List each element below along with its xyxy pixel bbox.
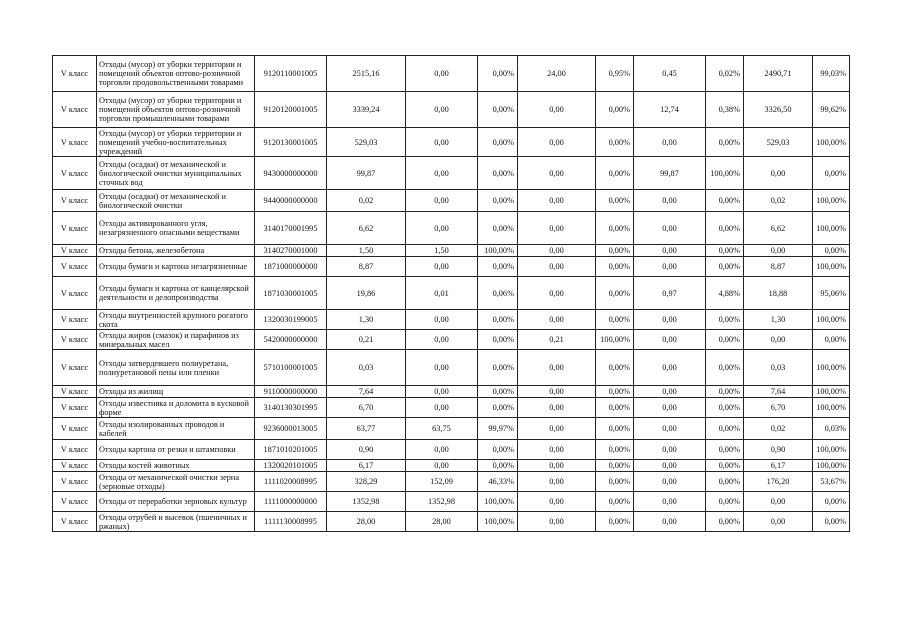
buried-amount-cell: 6,17 (744, 460, 813, 472)
neutralized-percent-cell: 0,00% (596, 128, 634, 157)
buried-amount-cell: 6,70 (744, 398, 813, 418)
waste-name-cell: Отходы от механической очистки зерна (зерновые отходы) (97, 472, 255, 492)
buried-amount-cell: 0,03 (744, 350, 813, 386)
buried-percent-cell: 100,00% (813, 257, 850, 277)
class-cell: V класс (53, 440, 97, 460)
waste-name-cell: Отходы бетона, железобетона (97, 245, 255, 257)
total-amount-cell: 1,50 (327, 245, 406, 257)
stored-amount-cell: 0,00 (634, 190, 706, 212)
class-cell: V класс (53, 398, 97, 418)
neutralized-percent-cell: 0,00% (596, 398, 634, 418)
neutralized-percent-cell: 0,00% (596, 350, 634, 386)
stored-amount-cell: 0,00 (634, 512, 706, 532)
table-row (53, 257, 850, 277)
total-amount-cell: 328,29 (327, 472, 406, 492)
neutralized-percent-cell: 0,00% (596, 460, 634, 472)
used-amount-cell: 0,00 (406, 212, 478, 245)
waste-name-cell: Отходы затвердевшего полиуретана, полиуретановой пены или пленки (97, 350, 255, 386)
used-percent-cell: 0,00% (478, 398, 518, 418)
table-body (53, 56, 850, 532)
buried-percent-cell: 53,67% (813, 472, 850, 492)
used-amount-cell: 28,00 (406, 512, 478, 532)
stored-amount-cell: 0,45 (634, 56, 706, 92)
waste-name-cell: Отходы (мусор) от уборки территории и помещений объектов оптово-розничной торговли продовольственными товарами (97, 56, 255, 92)
waste-name-cell: Отходы жиров (смазок) и парафинов из минеральных масел (97, 330, 255, 350)
buried-percent-cell: 100,00% (813, 398, 850, 418)
fkko-code-cell: 1871000000000 (255, 257, 327, 277)
buried-percent-cell: 0,00% (813, 157, 850, 190)
neutralized-percent-cell: 0,00% (596, 472, 634, 492)
buried-amount-cell: 8,87 (744, 257, 813, 277)
buried-percent-cell: 0,00% (813, 330, 850, 350)
buried-percent-cell: 99,03% (813, 56, 850, 92)
total-amount-cell: 7,64 (327, 386, 406, 398)
neutralized-amount-cell: 0,00 (518, 440, 596, 460)
stored-percent-cell: 0,00% (706, 472, 744, 492)
total-amount-cell: 0,03 (327, 350, 406, 386)
stored-amount-cell: 99,87 (634, 157, 706, 190)
used-percent-cell: 0,00% (478, 310, 518, 330)
waste-table (52, 55, 850, 532)
buried-amount-cell: 176,20 (744, 472, 813, 492)
class-cell: V класс (53, 418, 97, 440)
used-percent-cell: 0,00% (478, 157, 518, 190)
fkko-code-cell: 1320020101005 (255, 460, 327, 472)
stored-percent-cell: 100,00% (706, 157, 744, 190)
buried-percent-cell: 95,06% (813, 277, 850, 310)
stored-percent-cell: 0,00% (706, 245, 744, 257)
used-amount-cell: 0,01 (406, 277, 478, 310)
neutralized-percent-cell: 0,95% (596, 56, 634, 92)
waste-name-cell: Отходы (мусор) от уборки территории и помещений учебно-воспитательных учреждений (97, 128, 255, 157)
stored-percent-cell: 0,00% (706, 460, 744, 472)
waste-name-cell: Отходы активированного угля, незагрязненного опасными веществами (97, 212, 255, 245)
neutralized-percent-cell: 0,00% (596, 418, 634, 440)
class-cell: V класс (53, 310, 97, 330)
class-cell: V класс (53, 56, 97, 92)
total-amount-cell: 0,21 (327, 330, 406, 350)
used-percent-cell: 0,00% (478, 386, 518, 398)
stored-amount-cell: 0,00 (634, 330, 706, 350)
waste-name-cell: Отходы (осадки) от механической и биологической очистки муниципальных сточных вод (97, 157, 255, 190)
neutralized-amount-cell: 0,00 (518, 386, 596, 398)
waste-name-cell: Отходы изолированных проводов и кабелей (97, 418, 255, 440)
total-amount-cell: 2515,16 (327, 56, 406, 92)
stored-percent-cell: 0,00% (706, 212, 744, 245)
stored-percent-cell: 0,00% (706, 128, 744, 157)
used-percent-cell: 0,00% (478, 212, 518, 245)
neutralized-amount-cell: 0,00 (518, 92, 596, 128)
stored-amount-cell: 0,00 (634, 128, 706, 157)
table-row (53, 460, 850, 472)
buried-amount-cell: 0,02 (744, 190, 813, 212)
used-percent-cell: 0,00% (478, 330, 518, 350)
stored-percent-cell: 0,00% (706, 492, 744, 512)
fkko-code-cell: 1111130008995 (255, 512, 327, 532)
waste-name-cell: Отходы известняка и доломита в кусковой форме (97, 398, 255, 418)
stored-percent-cell: 0,00% (706, 330, 744, 350)
total-amount-cell: 3339,24 (327, 92, 406, 128)
neutralized-amount-cell: 0,00 (518, 418, 596, 440)
table-row (53, 92, 850, 128)
table-row (53, 350, 850, 386)
class-cell: V класс (53, 212, 97, 245)
neutralized-percent-cell: 0,00% (596, 386, 634, 398)
used-percent-cell: 100,00% (478, 512, 518, 532)
table-row (53, 245, 850, 257)
used-amount-cell: 1,50 (406, 245, 478, 257)
fkko-code-cell: 1111000000000 (255, 492, 327, 512)
fkko-code-cell: 5420000000000 (255, 330, 327, 350)
neutralized-percent-cell: 0,00% (596, 512, 634, 532)
fkko-code-cell: 3140130301995 (255, 398, 327, 418)
neutralized-amount-cell: 0,21 (518, 330, 596, 350)
stored-percent-cell: 0,00% (706, 418, 744, 440)
neutralized-percent-cell: 0,00% (596, 92, 634, 128)
used-amount-cell: 0,00 (406, 56, 478, 92)
class-cell: V класс (53, 512, 97, 532)
neutralized-amount-cell: 0,00 (518, 157, 596, 190)
stored-percent-cell: 0,00% (706, 512, 744, 532)
buried-percent-cell: 100,00% (813, 386, 850, 398)
neutralized-amount-cell: 0,00 (518, 190, 596, 212)
neutralized-amount-cell: 0,00 (518, 310, 596, 330)
fkko-code-cell: 1111020008995 (255, 472, 327, 492)
waste-name-cell: Отходы (мусор) от уборки территории и помещений объектов оптово-розничной торговли промышленными товарами (97, 92, 255, 128)
waste-name-cell: Отходы из жилищ (97, 386, 255, 398)
neutralized-percent-cell: 0,00% (596, 492, 634, 512)
neutralized-amount-cell: 24,00 (518, 56, 596, 92)
table-row (53, 277, 850, 310)
waste-name-cell: Отходы внутренностей крупного рогатого скота (97, 310, 255, 330)
stored-percent-cell: 0,00% (706, 350, 744, 386)
buried-percent-cell: 100,00% (813, 460, 850, 472)
used-amount-cell: 0,00 (406, 350, 478, 386)
neutralized-percent-cell: 0,00% (596, 277, 634, 310)
stored-amount-cell: 0,00 (634, 398, 706, 418)
stored-percent-cell: 4,88% (706, 277, 744, 310)
table-row (53, 440, 850, 460)
buried-amount-cell: 0,00 (744, 330, 813, 350)
fkko-code-cell: 9440000000000 (255, 190, 327, 212)
neutralized-amount-cell: 0,00 (518, 257, 596, 277)
table-row (53, 330, 850, 350)
used-percent-cell: 0,00% (478, 460, 518, 472)
used-amount-cell: 0,00 (406, 330, 478, 350)
table-row (53, 212, 850, 245)
used-amount-cell: 1352,98 (406, 492, 478, 512)
table-row (53, 190, 850, 212)
neutralized-percent-cell: 0,00% (596, 190, 634, 212)
neutralized-percent-cell: 0,00% (596, 257, 634, 277)
fkko-code-cell: 3140270001000 (255, 245, 327, 257)
buried-amount-cell: 2490,71 (744, 56, 813, 92)
stored-amount-cell: 0,00 (634, 212, 706, 245)
stored-percent-cell: 0,02% (706, 56, 744, 92)
used-percent-cell: 99,97% (478, 418, 518, 440)
buried-percent-cell: 100,00% (813, 440, 850, 460)
class-cell: V класс (53, 245, 97, 257)
buried-amount-cell: 18,88 (744, 277, 813, 310)
used-percent-cell: 0,00% (478, 190, 518, 212)
stored-amount-cell: 0,00 (634, 245, 706, 257)
neutralized-amount-cell: 0,00 (518, 128, 596, 157)
waste-name-cell: Отходы (осадки) от механической и биологической очистки (97, 190, 255, 212)
table-row (53, 472, 850, 492)
class-cell: V класс (53, 330, 97, 350)
neutralized-amount-cell: 0,00 (518, 398, 596, 418)
stored-amount-cell: 0,00 (634, 492, 706, 512)
neutralized-amount-cell: 0,00 (518, 350, 596, 386)
buried-amount-cell: 1,30 (744, 310, 813, 330)
waste-name-cell: Отходы костей животных (97, 460, 255, 472)
used-amount-cell: 0,00 (406, 128, 478, 157)
used-amount-cell: 0,00 (406, 92, 478, 128)
neutralized-amount-cell: 0,00 (518, 277, 596, 310)
used-amount-cell: 0,00 (406, 398, 478, 418)
used-percent-cell: 0,00% (478, 257, 518, 277)
neutralized-amount-cell: 0,00 (518, 472, 596, 492)
buried-percent-cell: 100,00% (813, 212, 850, 245)
stored-percent-cell: 0,00% (706, 398, 744, 418)
total-amount-cell: 19,86 (327, 277, 406, 310)
table-row (53, 157, 850, 190)
used-percent-cell: 100,00% (478, 245, 518, 257)
used-percent-cell: 0,00% (478, 56, 518, 92)
class-cell: V класс (53, 472, 97, 492)
total-amount-cell: 8,87 (327, 257, 406, 277)
total-amount-cell: 99,87 (327, 157, 406, 190)
fkko-code-cell: 9430000000000 (255, 157, 327, 190)
total-amount-cell: 0,02 (327, 190, 406, 212)
neutralized-amount-cell: 0,00 (518, 460, 596, 472)
buried-percent-cell: 99,62% (813, 92, 850, 128)
buried-amount-cell: 0,90 (744, 440, 813, 460)
total-amount-cell: 6,17 (327, 460, 406, 472)
stored-amount-cell: 0,00 (634, 386, 706, 398)
neutralized-percent-cell: 100,00% (596, 330, 634, 350)
buried-amount-cell: 0,00 (744, 157, 813, 190)
used-percent-cell: 46,33% (478, 472, 518, 492)
neutralized-percent-cell: 0,00% (596, 310, 634, 330)
fkko-code-cell: 9120130001005 (255, 128, 327, 157)
used-amount-cell: 0,00 (406, 460, 478, 472)
stored-amount-cell: 0,00 (634, 440, 706, 460)
stored-percent-cell: 0,38% (706, 92, 744, 128)
stored-amount-cell: 0,00 (634, 460, 706, 472)
stored-amount-cell: 0,00 (634, 418, 706, 440)
buried-percent-cell: 100,00% (813, 350, 850, 386)
total-amount-cell: 6,62 (327, 212, 406, 245)
used-percent-cell: 0,06% (478, 277, 518, 310)
buried-percent-cell: 0,03% (813, 418, 850, 440)
total-amount-cell: 1,30 (327, 310, 406, 330)
waste-name-cell: Отходы картона от резки и штамповки (97, 440, 255, 460)
used-percent-cell: 0,00% (478, 350, 518, 386)
total-amount-cell: 63,77 (327, 418, 406, 440)
used-amount-cell: 0,00 (406, 257, 478, 277)
buried-amount-cell: 0,02 (744, 418, 813, 440)
class-cell: V класс (53, 492, 97, 512)
stored-amount-cell: 0,97 (634, 277, 706, 310)
stored-percent-cell: 0,00% (706, 386, 744, 398)
fkko-code-cell: 1320030199005 (255, 310, 327, 330)
table-row (53, 492, 850, 512)
stored-amount-cell: 0,00 (634, 257, 706, 277)
used-percent-cell: 0,00% (478, 440, 518, 460)
buried-percent-cell: 0,00% (813, 245, 850, 257)
class-cell: V класс (53, 190, 97, 212)
table-row (53, 512, 850, 532)
buried-percent-cell: 0,00% (813, 512, 850, 532)
used-amount-cell: 0,00 (406, 190, 478, 212)
buried-amount-cell: 0,00 (744, 492, 813, 512)
stored-amount-cell: 0,00 (634, 310, 706, 330)
buried-percent-cell: 0,00% (813, 492, 850, 512)
class-cell: V класс (53, 277, 97, 310)
neutralized-amount-cell: 0,00 (518, 212, 596, 245)
total-amount-cell: 529,03 (327, 128, 406, 157)
class-cell: V класс (53, 350, 97, 386)
total-amount-cell: 1352,98 (327, 492, 406, 512)
waste-name-cell: Отходы отрубей и высевок (пшеничных и ржаных) (97, 512, 255, 532)
stored-amount-cell: 0,00 (634, 350, 706, 386)
buried-amount-cell: 6,62 (744, 212, 813, 245)
total-amount-cell: 0,90 (327, 440, 406, 460)
neutralized-percent-cell: 0,00% (596, 212, 634, 245)
buried-amount-cell: 529,03 (744, 128, 813, 157)
fkko-code-cell: 9120120001005 (255, 92, 327, 128)
used-percent-cell: 0,00% (478, 128, 518, 157)
waste-name-cell: Отходы бумаги и картона незагрязненные (97, 257, 255, 277)
buried-percent-cell: 100,00% (813, 190, 850, 212)
fkko-code-cell: 9120110001005 (255, 56, 327, 92)
used-amount-cell: 0,00 (406, 310, 478, 330)
waste-name-cell: Отходы бумаги и картона от канцелярской деятельности и делопроизводства (97, 277, 255, 310)
used-amount-cell: 0,00 (406, 157, 478, 190)
used-percent-cell: 0,00% (478, 92, 518, 128)
buried-amount-cell: 7,64 (744, 386, 813, 398)
fkko-code-cell: 5710100001005 (255, 350, 327, 386)
fkko-code-cell: 9110000000000 (255, 386, 327, 398)
used-amount-cell: 152,09 (406, 472, 478, 492)
table-row (53, 398, 850, 418)
total-amount-cell: 6,70 (327, 398, 406, 418)
class-cell: V класс (53, 128, 97, 157)
neutralized-amount-cell: 0,00 (518, 245, 596, 257)
neutralized-percent-cell: 0,00% (596, 157, 634, 190)
neutralized-percent-cell: 0,00% (596, 245, 634, 257)
neutralized-amount-cell: 0,00 (518, 492, 596, 512)
stored-percent-cell: 0,00% (706, 190, 744, 212)
class-cell: V класс (53, 386, 97, 398)
waste-name-cell: Отходы от переработки зерновых культур (97, 492, 255, 512)
total-amount-cell: 28,00 (327, 512, 406, 532)
stored-percent-cell: 0,00% (706, 310, 744, 330)
fkko-code-cell: 3140170001995 (255, 212, 327, 245)
buried-amount-cell: 0,00 (744, 245, 813, 257)
class-cell: V класс (53, 157, 97, 190)
table-row (53, 418, 850, 440)
table-row (53, 56, 850, 92)
used-amount-cell: 63,75 (406, 418, 478, 440)
fkko-code-cell: 1871030001005 (255, 277, 327, 310)
table-row (53, 310, 850, 330)
used-amount-cell: 0,00 (406, 440, 478, 460)
stored-percent-cell: 0,00% (706, 440, 744, 460)
stored-percent-cell: 0,00% (706, 257, 744, 277)
table-row (53, 128, 850, 157)
table-row (53, 386, 850, 398)
neutralized-percent-cell: 0,00% (596, 440, 634, 460)
neutralized-amount-cell: 0,00 (518, 512, 596, 532)
class-cell: V класс (53, 92, 97, 128)
fkko-code-cell: 9236000013005 (255, 418, 327, 440)
used-percent-cell: 100,00% (478, 492, 518, 512)
fkko-code-cell: 1871010201005 (255, 440, 327, 460)
stored-amount-cell: 12,74 (634, 92, 706, 128)
buried-amount-cell: 3326,50 (744, 92, 813, 128)
buried-percent-cell: 100,00% (813, 128, 850, 157)
buried-amount-cell: 0,00 (744, 512, 813, 532)
used-amount-cell: 0,00 (406, 386, 478, 398)
stored-amount-cell: 0,00 (634, 472, 706, 492)
class-cell: V класс (53, 460, 97, 472)
class-cell: V класс (53, 257, 97, 277)
buried-percent-cell: 100,00% (813, 310, 850, 330)
